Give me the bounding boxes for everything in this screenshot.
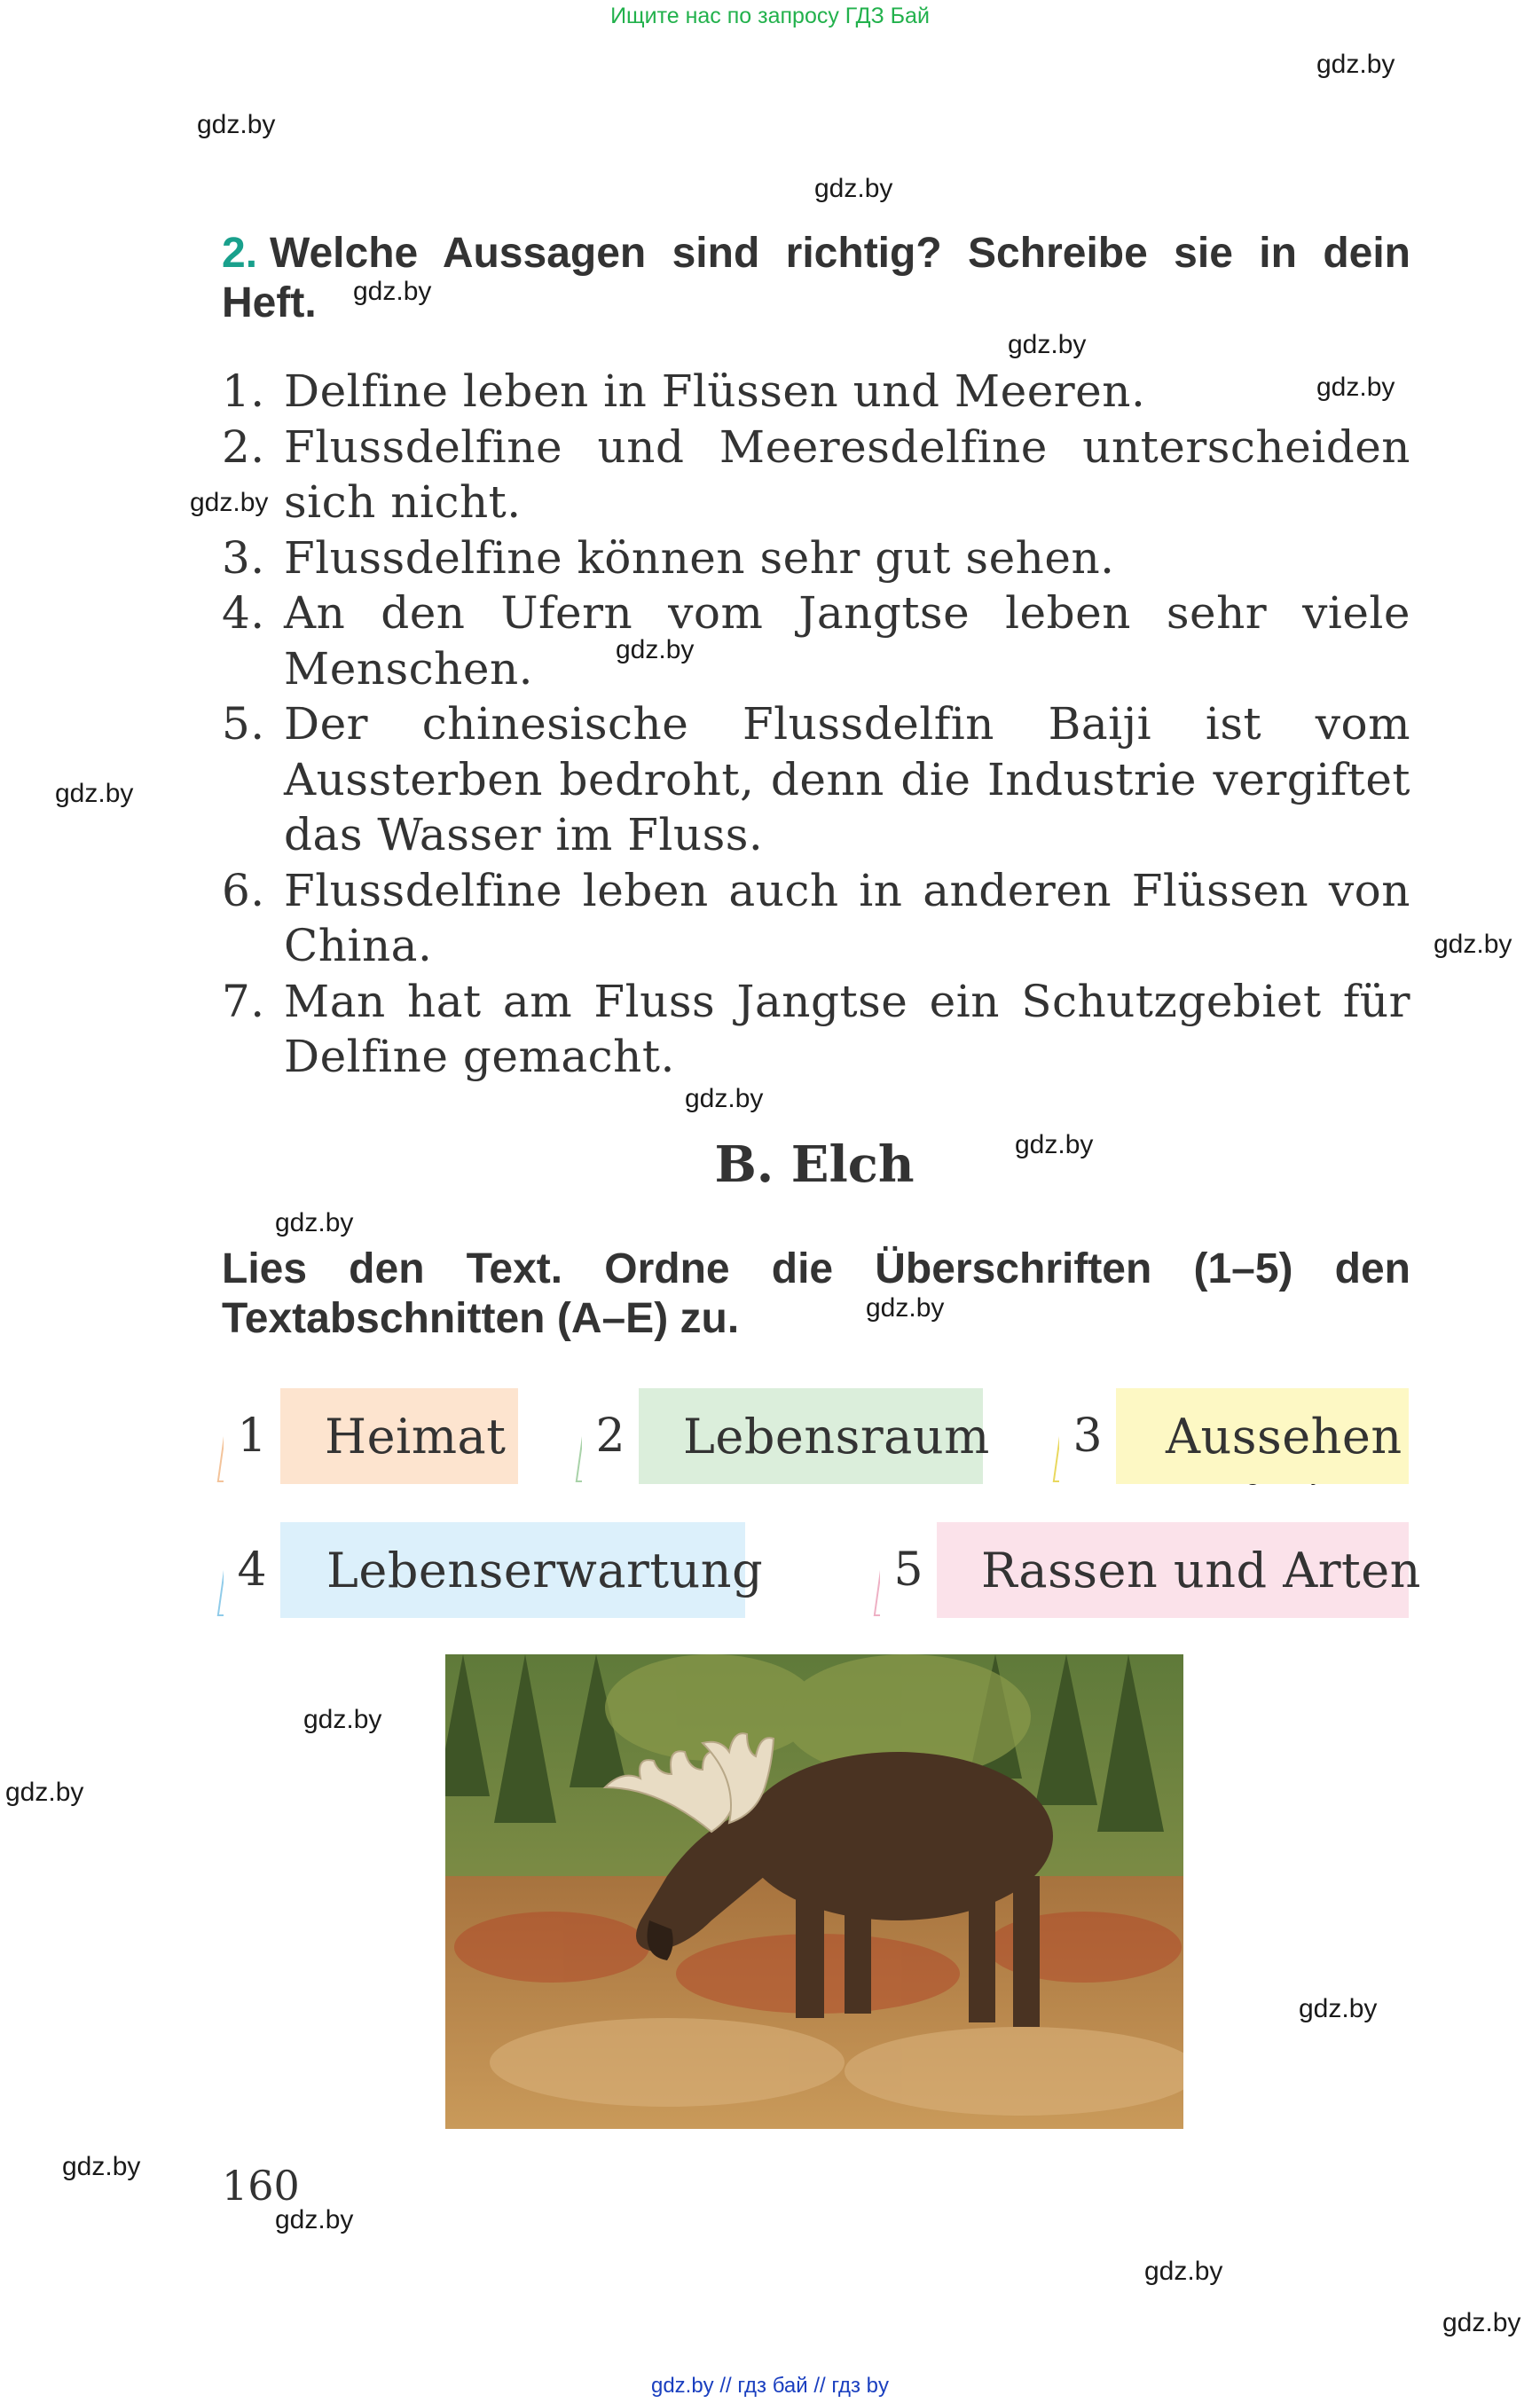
statement-item bbox=[222, 974, 1410, 1085]
top-banner[interactable]: Ищите нас по запросу ГДЗ Бай bbox=[610, 4, 930, 28]
heading-box-1 bbox=[222, 1388, 518, 1484]
heading-box-2 bbox=[580, 1388, 990, 1484]
heading-label: Heimat bbox=[325, 1408, 507, 1465]
statement-number: 5. bbox=[222, 698, 265, 750]
watermark: gdz.by bbox=[1316, 50, 1395, 79]
heading-label: Aussehen bbox=[1166, 1408, 1402, 1465]
statement-number: 1. bbox=[222, 365, 265, 417]
statement-number: 7. bbox=[222, 975, 265, 1027]
statement-number: 2. bbox=[222, 420, 265, 473]
moose-photo bbox=[445, 1654, 1183, 2129]
watermark: gdz.by bbox=[353, 277, 432, 306]
watermark: gdz.by bbox=[1015, 1130, 1094, 1159]
watermark: gdz.by bbox=[1434, 930, 1512, 959]
watermark: gdz.by bbox=[814, 174, 893, 203]
statement-number: 6. bbox=[222, 864, 265, 916]
statement-item bbox=[222, 530, 1410, 586]
watermark: gdz.by bbox=[1316, 373, 1395, 402]
heading-number: 3 bbox=[1059, 1388, 1116, 1484]
watermark: gdz.by bbox=[62, 2152, 141, 2181]
instruction-text: Lies den Text. Ordne die Überschriften (1–5) den Textabschnitten (A–E) zu. bbox=[222, 1245, 1410, 1342]
statement-text: Der chinesische Flussdelfin Baiji ist vom Aussterben bedroht, denn die Industrie vergiftet das Wasser im Fluss. bbox=[284, 698, 1410, 860]
watermark: gdz.by bbox=[303, 1705, 382, 1734]
watermark: gdz.by bbox=[275, 2205, 354, 2234]
watermark: gdz.by bbox=[197, 110, 276, 139]
heading-number: 1 bbox=[224, 1388, 280, 1484]
watermark: gdz.by bbox=[616, 635, 695, 664]
statement-list bbox=[222, 364, 1410, 1085]
watermark: gdz.by bbox=[190, 488, 269, 517]
statement-text: Delfine leben in Flüssen und Meeren. bbox=[284, 365, 1146, 417]
watermark: gdz.by bbox=[685, 1084, 764, 1113]
heading-box-5 bbox=[878, 1522, 1421, 1618]
watermark: gdz.by bbox=[866, 1293, 945, 1323]
statement-number: 3. bbox=[222, 531, 265, 584]
heading-label: Rassen und Arten bbox=[981, 1542, 1421, 1598]
statement-item bbox=[222, 863, 1410, 974]
heading-box-3 bbox=[1057, 1388, 1409, 1484]
page-number: 160 bbox=[222, 2162, 300, 2210]
statement-text: Flussdelfine und Meeresdelfine unterscheiden sich nicht. bbox=[284, 420, 1410, 528]
watermark: gdz.by bbox=[1144, 2257, 1223, 2286]
heading-number: 5 bbox=[880, 1522, 937, 1618]
watermark: gdz.by bbox=[275, 1208, 354, 1237]
watermark: gdz.by bbox=[1008, 330, 1087, 359]
heading-label: Lebenserwartung bbox=[326, 1542, 764, 1598]
watermark: gdz.by bbox=[55, 779, 134, 808]
footer-links[interactable]: gdz.by // гдз бай // гдз by bbox=[650, 2374, 890, 2398]
statement-item bbox=[222, 696, 1410, 863]
statement-number: 4. bbox=[222, 587, 265, 639]
heading-box-4 bbox=[222, 1522, 764, 1618]
watermark: gdz.by bbox=[1442, 2308, 1521, 2337]
heading-label: Lebensraum bbox=[683, 1408, 990, 1465]
task-number: 2. bbox=[222, 230, 258, 277]
statement-text: Flussdelfine können sehr gut sehen. bbox=[284, 531, 1115, 584]
heading-number: 2 bbox=[582, 1388, 639, 1484]
statement-item bbox=[222, 420, 1410, 530]
statement-text: An den Ufern vom Jangtse leben sehr viele Menschen. bbox=[284, 587, 1410, 695]
section-title: B. Elch bbox=[714, 1135, 915, 1194]
task-heading-text: Welche Aussagen sind richtig? Schreibe sie in dein Heft. bbox=[222, 230, 1410, 326]
task-heading bbox=[222, 229, 1410, 328]
watermark: gdz.by bbox=[5, 1778, 84, 1807]
watermark: gdz.by bbox=[1299, 1994, 1378, 2023]
statement-text: Man hat am Fluss Jangtse ein Schutzgebiet für Delfine gemacht. bbox=[284, 975, 1410, 1082]
heading-number: 4 bbox=[224, 1522, 280, 1618]
statement-item bbox=[222, 364, 1410, 420]
statement-item bbox=[222, 585, 1410, 696]
statement-text: Flussdelfine leben auch in anderen Flüssen von China. bbox=[284, 864, 1410, 971]
